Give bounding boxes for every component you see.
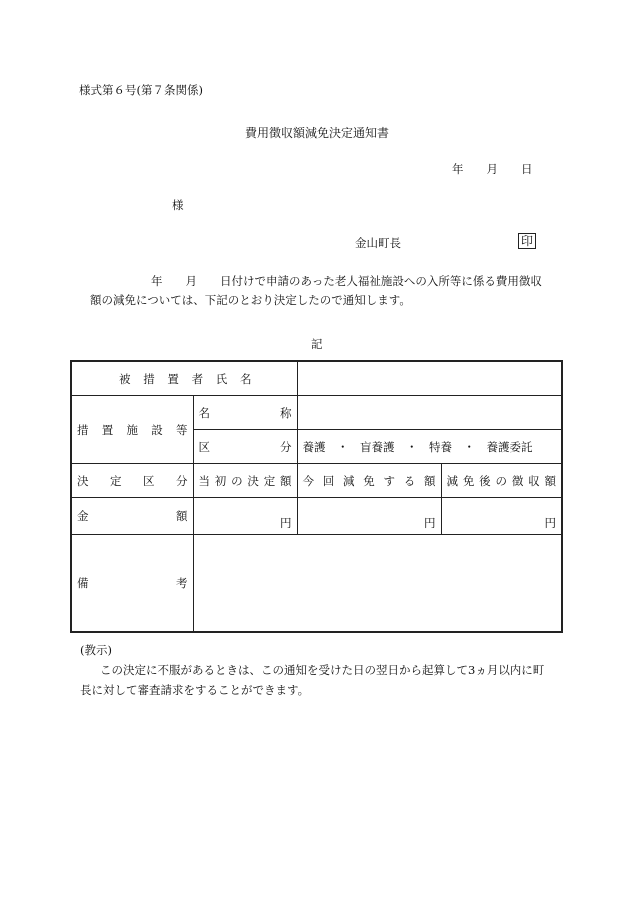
remarks-field[interactable] (193, 535, 562, 633)
seal-mark (518, 233, 536, 249)
remarks-label: 備 考 (71, 535, 193, 633)
initial-amount-header: 当 初 の 決 定 額 (193, 464, 297, 498)
notice-heading: (教示) (80, 643, 112, 657)
document-title: 費用徴収額減免決定通知書 (245, 126, 390, 140)
facility-category-label: 区 分 (193, 430, 297, 464)
seal-text: 印 (518, 233, 536, 249)
subject-name-label: 被 措 置 者 氏 名 (71, 361, 297, 396)
reduction-amount-header: 今 回 減 免 す る 額 (297, 464, 441, 498)
yen-unit: 円 (424, 516, 436, 530)
initial-amount-field[interactable] (193, 498, 297, 535)
intro-line-2: 額の減免については、下記のとおり決定したので通知します。 (90, 293, 411, 307)
decision-table (70, 360, 563, 633)
notice-line-2: 長に対して審査請求をすることができます。 (80, 683, 310, 697)
after-reduction-field[interactable] (441, 498, 562, 535)
ki-mark: 記 (311, 337, 323, 351)
yen-unit: 円 (280, 516, 292, 530)
issuer: 金山町長 (355, 236, 401, 250)
subject-name-field[interactable] (297, 361, 562, 396)
table-row (71, 535, 562, 633)
amount-label: 金 額 (71, 498, 193, 535)
intro-line-1: 年 月 日付けで申請のあった老人福祉施設への入所等に係る費用徴収 (151, 274, 542, 288)
addressee-suffix: 様 (172, 198, 184, 212)
yen-unit: 円 (544, 516, 556, 530)
facility-types: 養護 ・ 盲養護 ・ 特養 ・ 養護委託 (297, 430, 562, 464)
table-row (71, 464, 562, 498)
facility-label: 措 置 施 設 等 (71, 396, 193, 464)
table-row (71, 361, 562, 396)
after-reduction-header: 減 免 後 の 徴 収 額 (441, 464, 562, 498)
decision-category-label: 決 定 区 分 (71, 464, 193, 498)
facility-name-label: 名 称 (193, 396, 297, 430)
form-number: 様式第６号(第７条関係) (79, 83, 203, 97)
notice-line-1: この決定に不服があるときは、この通知を受けた日の翌日から起算して3ヵ月以内に町 (100, 663, 545, 677)
table-row (71, 396, 562, 430)
reduction-amount-field[interactable] (297, 498, 441, 535)
table-row (71, 498, 562, 535)
facility-name-field[interactable] (297, 396, 562, 430)
date-line: 年 月 日 (452, 162, 533, 176)
